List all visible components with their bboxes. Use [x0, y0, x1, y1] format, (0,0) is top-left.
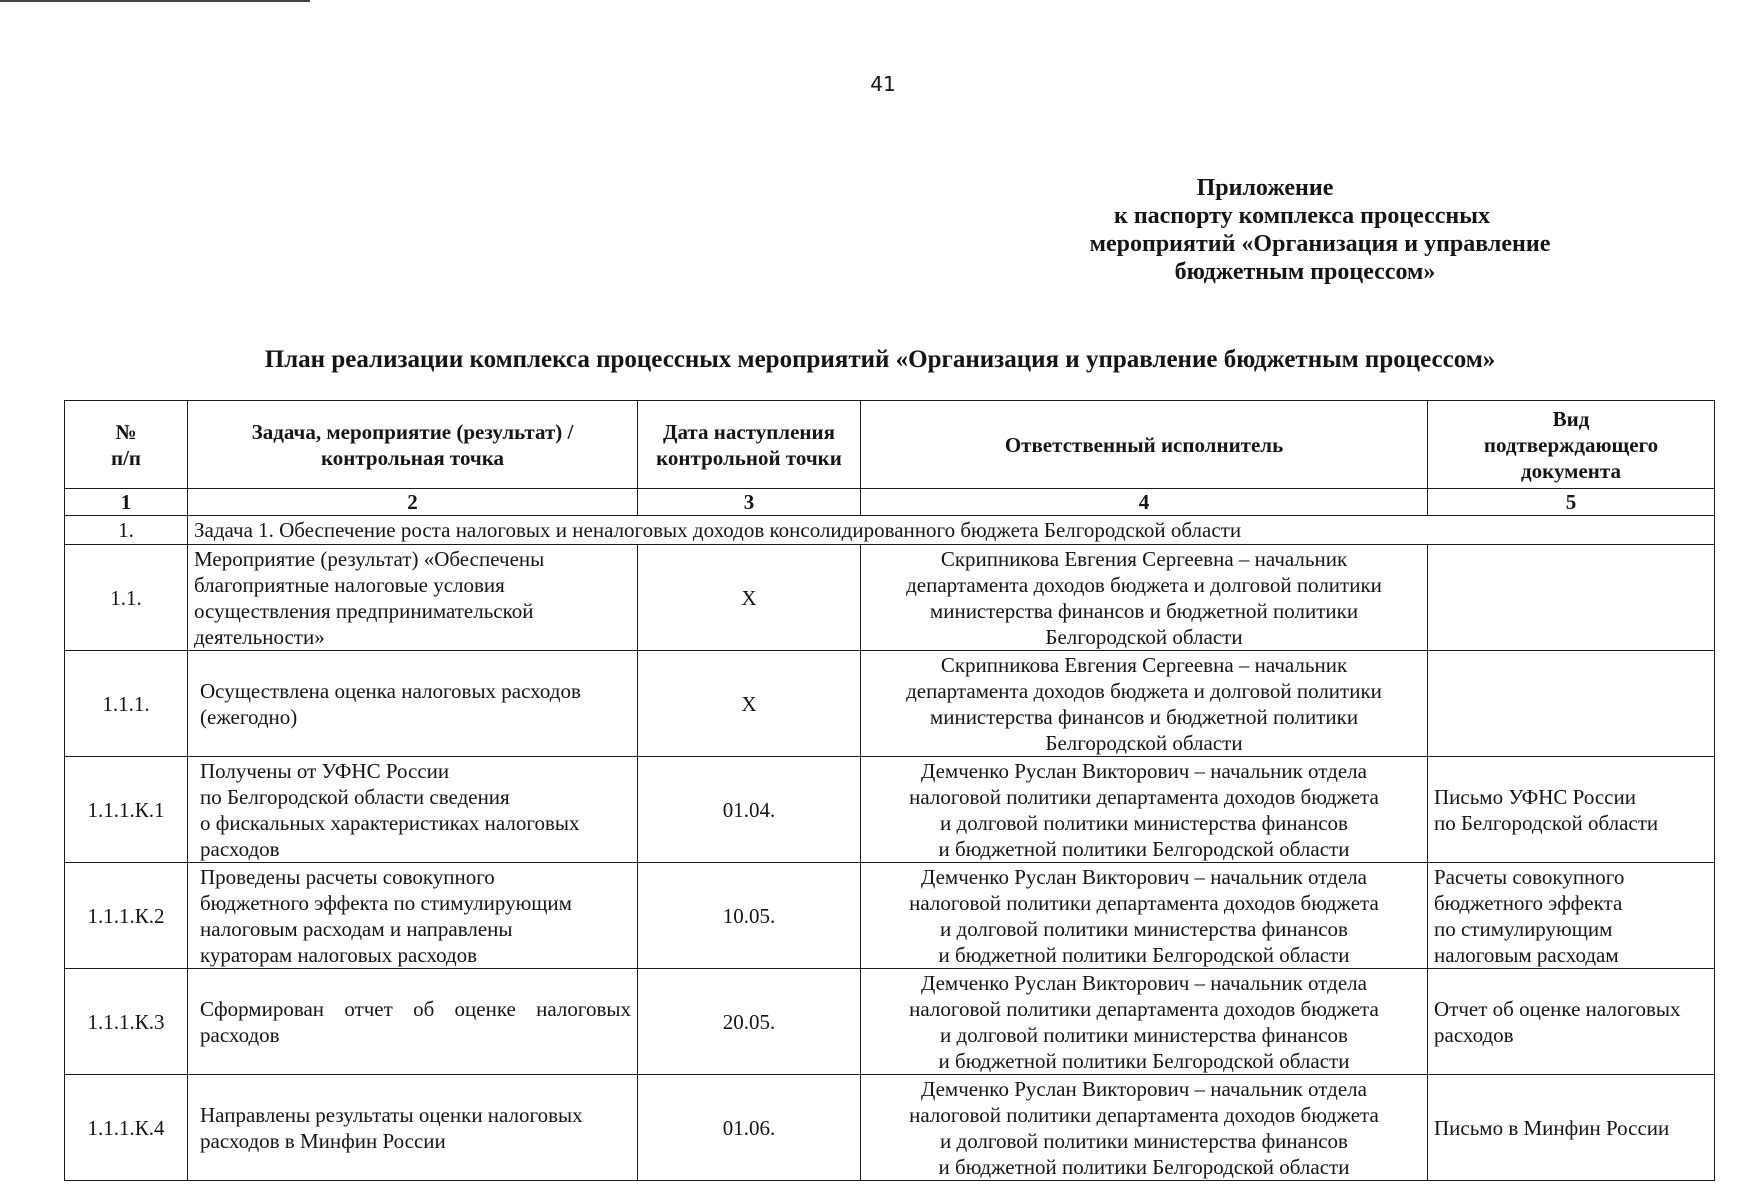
table-row — [65, 969, 1715, 1075]
row-date: X — [638, 651, 861, 757]
table-row — [65, 757, 1715, 863]
implementation-plan-table — [64, 400, 1715, 1181]
row-date: 10.05. — [638, 863, 861, 969]
row-number: 1.1.1.К.2 — [65, 863, 188, 969]
row-item: Проведены расчеты совокупного бюджетного эффекта по стимулирующим налоговым расходам и направлены кураторам налоговых расходов — [188, 863, 638, 969]
appendix-heading — [1060, 174, 1580, 286]
header-date: Дата наступления контрольной точки — [638, 401, 861, 489]
row-number: 1.1.1. — [65, 651, 188, 757]
page-number: 41 — [870, 72, 896, 96]
row-document: Письмо в Минфин России — [1428, 1075, 1715, 1181]
column-number: 2 — [188, 489, 638, 516]
row-number: 1.1. — [65, 545, 188, 651]
row-item: Осуществлена оценка налоговых расходов (ежегодно) — [188, 651, 638, 757]
table-row — [65, 545, 1715, 651]
row-executor: Демченко Руслан Викторович – начальник отдела налоговой политики департамента доходов бюджета и долговой политики министерства финансов и бюджетной политики Белгородской области — [861, 757, 1428, 863]
column-number: 3 — [638, 489, 861, 516]
column-number: 1 — [65, 489, 188, 516]
row-executor: Демченко Руслан Викторович – начальник отдела налоговой политики департамента доходов бюджета и долговой политики министерства финансов и бюджетной политики Белгородской области — [861, 863, 1428, 969]
header-number: № п/п — [65, 401, 188, 489]
row-document — [1428, 545, 1715, 651]
appendix-line-3: мероприятий «Организация и управление — [1089, 231, 1551, 257]
task-row — [65, 516, 1715, 545]
appendix-line-2: к паспорту комплекса процессных — [1114, 203, 1490, 229]
appendix-line-4: бюджетным процессом» — [1174, 259, 1436, 285]
row-item: Сформирован отчет об оценке налоговых расходов — [188, 969, 638, 1075]
header-executor: Ответственный исполнитель — [861, 401, 1428, 489]
row-date: 20.05. — [638, 969, 861, 1075]
column-number-row — [65, 489, 1715, 516]
row-executor: Скрипникова Евгения Сергеевна – начальник департамента доходов бюджета и долговой политики министерства финансов и бюджетной политики Белгородской области — [861, 545, 1428, 651]
task-number: 1. — [65, 516, 188, 545]
row-number: 1.1.1.К.1 — [65, 757, 188, 863]
table-row — [65, 1075, 1715, 1181]
header-document: Вид подтверждающего документа — [1428, 401, 1715, 489]
row-document: Отчет об оценке налоговых расходов — [1428, 969, 1715, 1075]
row-executor: Демченко Руслан Викторович – начальник отдела налоговой политики департамента доходов бюджета и долговой политики министерства финансов и бюджетной политики Белгородской области — [861, 1075, 1428, 1181]
row-document: Письмо УФНС России по Белгородской области — [1428, 757, 1715, 863]
plan-title: План реализации комплекса процессных мероприятий «Организация и управление бюджетным процессом» — [264, 346, 1496, 373]
row-executor: Демченко Руслан Викторович – начальник отдела налоговой политики департамента доходов бюджета и долговой политики министерства финансов и бюджетной политики Белгородской области — [861, 969, 1428, 1075]
scan-edge-line — [0, 0, 310, 2]
row-executor: Скрипникова Евгения Сергеевна – начальник департамента доходов бюджета и долговой политики министерства финансов и бюджетной политики Белгородской области — [861, 651, 1428, 757]
row-number: 1.1.1.К.3 — [65, 969, 188, 1075]
table-row — [65, 651, 1715, 757]
column-number: 4 — [861, 489, 1428, 516]
row-number: 1.1.1.К.4 — [65, 1075, 188, 1181]
row-date: 01.04. — [638, 757, 861, 863]
header-row — [65, 401, 1715, 489]
appendix-line-1: Приложение — [1196, 175, 1334, 201]
row-item: Направлены результаты оценки налоговых расходов в Минфин России — [188, 1075, 638, 1181]
header-task: Задача, мероприятие (результат) / контрольная точка — [188, 401, 638, 489]
row-document — [1428, 651, 1715, 757]
row-date: X — [638, 545, 861, 651]
row-item: Мероприятие (результат) «Обеспечены благоприятные налоговые условия осуществления предпринимательской деятельности» — [188, 545, 638, 651]
column-number: 5 — [1428, 489, 1715, 516]
task-text: Задача 1. Обеспечение роста налоговых и неналоговых доходов консолидированного бюджета Белгородской области — [188, 516, 1715, 545]
table-row — [65, 863, 1715, 969]
row-document: Расчеты совокупного бюджетного эффекта по стимулирующим налоговым расходам — [1428, 863, 1715, 969]
row-date: 01.06. — [638, 1075, 861, 1181]
row-item: Получены от УФНС России по Белгородской области сведения о фискальных характеристиках налоговых расходов — [188, 757, 638, 863]
